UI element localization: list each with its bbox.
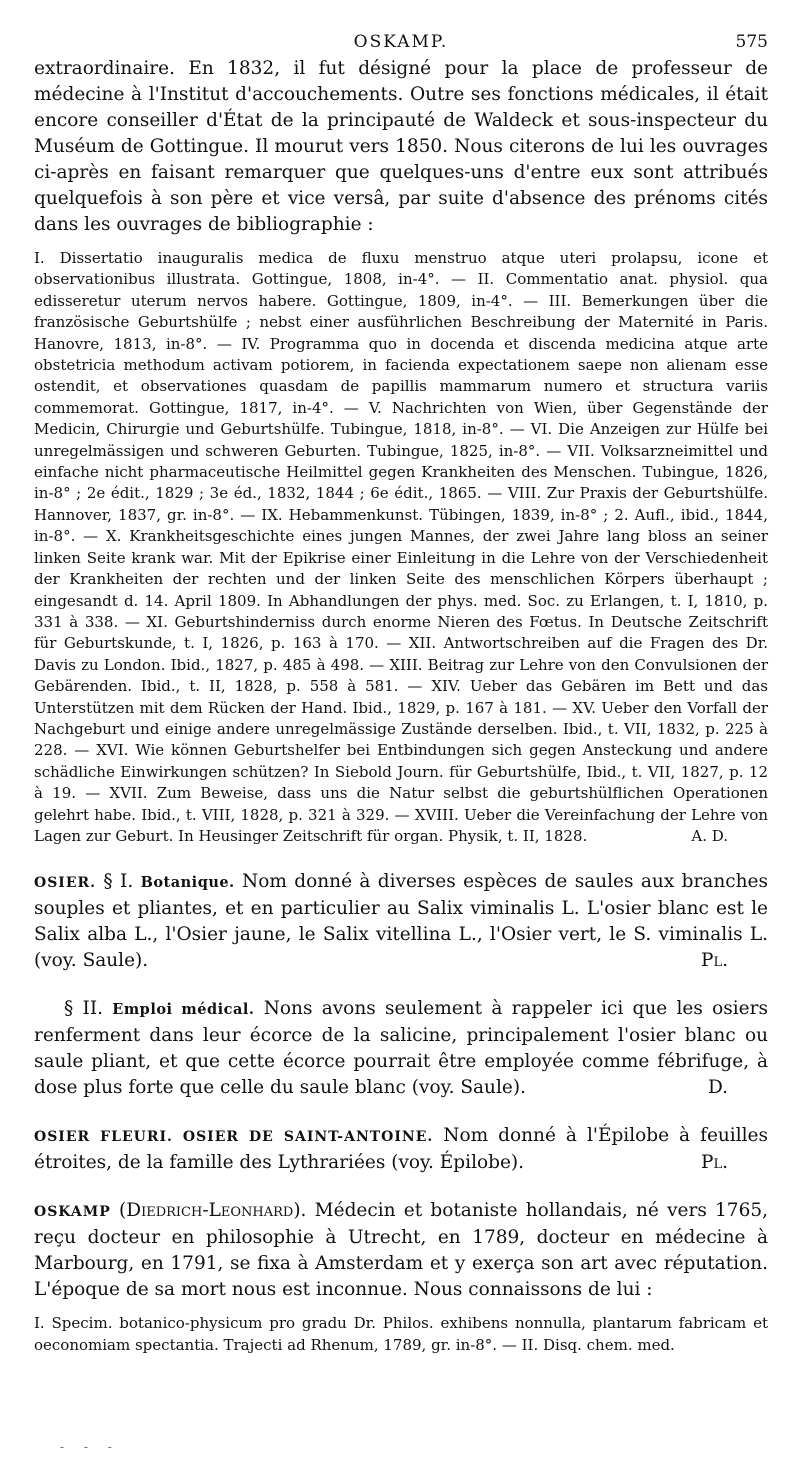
intro-paragraph: extraordinaire. En 1832, il fut désigné pour la place de professeur de médecine à l'Institut d'accouchements. Outre ses fonctions médicales, il était encore conseiller d'État de la principauté de Waldeck et sous-inspecteur du Muséum de Gottingue. Il mourut vers 1850. Nous citerons de lui les ouvrages ci-après en faisant remarquer que quelques-uns d'entre eux sont attribués quelquefois à son père et vice versâ, par suite d'absence des prénoms cités dans les ouvrages de bibliographie :	[34, 58, 768, 235]
running-header	[34, 28, 768, 56]
running-title: OSKAMP.	[353, 32, 449, 52]
signature-pl: Pl.	[701, 1152, 728, 1174]
entry-oskamp	[34, 1198, 768, 1303]
entry-keyword-osier-fleuri: OSIER FLEURI. OSIER DE SAINT-ANTOINE.	[34, 1129, 434, 1146]
dictionary-page	[34, 28, 768, 1356]
bibliography-text: I. Dissertatio inauguralis medica de fluxu menstruo atque uteri prolapsu, icone et observationibus illustrata. Gottingue, 1808, in-4°. — II. Commentatio anat. physiol. qua edisseretur uterum nervos habere. Gottingue, 1809, in-4°. — III. Bemerkungen über die französische Geburtshülfe ; nebst einer ausführlichen Beschreibung der Maternité in Paris. Hanovre, 1813, in-8°. — IV. Programma quo in docenda et discenda medicina atque arte obstetricia methodum activam potiorem, in facienda expectationem saepe non alienam esse ostendit, et observationes quasdam de papillis mammarum numero et structura variis commemorat. Gottingue, 1817, in-4°. — V. Nachrichten von Wien, über Gegenstände der Medicin, Chirurgie und Geburtshülfe. Tubingue, 1818, in-8°. — VI. Die Anzeigen zur Hülfe bei unregelmässigen und schweren Geburten. Tubingue, 1825, in-8°. — VII. Volksarzneimittel und einfache nicht pharmaceutische Heilmittel gegen Krankheiten des Menschen. Tubingue, 1826, in-8° ; 2e édit., 1829 ; 3e éd., 1832, 1844 ; 6e édit., 1865. — VIII. Zur Praxis der Geburtshülfe. Hannover, 1837, gr. in-8°. — IX. Hebammenkunst. Tübingen, 1839, in-8° ; 2. Aufl., ibid., 1844, in-8°. — X. Krankheitsgeschichte eines jungen Mannes, der zwei Jahre lang bloss an seiner linken Seite krank war. Mit der Epikrise einer Einleitung in die Lehre von der Verschiedenheit der Krankheiten der rechten und der linken Seite des menschlichen Körpers überhaupt ; eingesandt d. 14. April 1809. In Abhandlungen der phys. med. Soc. zu Erlangen, t. I, 1810, p. 331 à 338. — XI. Geburtshinderniss durch enorme Nieren des Fœtus. In Deutsche Zeitschrift für Geburtskunde, t. I, 1826, p. 163 à 170. — XII. Antwortschreiben auf die Fragen des Dr. Davis zu London. Ibid., 1827, p. 485 à 498. — XIII. Beitrag zur Lehre von den Convulsionen der Gebärenden. Ibid., t. II, 1828, p. 558 à 581. — XIV. Ueber das Gebären im Bett und das Unterstützen mit dem Rücken der Hand. Ibid., 1829, p. 167 à 181. — XV. Ueber den Vorfall der Nachgeburt und einige andere unregelmässige Zustände derselben. Ibid., t. VII, 1832, p. 225 à 228. — XVI. Wie können Geburtshelfer bei Entbindungen sich gegen Ansteckung und andere schädliche Einwirkungen schützen? In Siebold Journ. für Geburtshülfe, Ibid., t. VII, 1827, p. 12 à 19. — XVII. Zum Beweise, dass uns die Natur selbst die geburtshülflichen Operationen gelehrt habe. Ibid., t. VIII, 1828, p. 321 à 329. — XVIII. Ueber die Vereinfachung der Lehre von Lagen zur Geburt. In Heusinger Zeitschrift für organ. Physik, t. II, 1828.	[34, 249, 768, 845]
entry-keyword-osier: OSIER.	[34, 875, 97, 892]
oskamp-bibliography: I. Specim. botanico-physicum pro gradu Dr. Philos. exhibens nonnulla, plantarum fabricam et oeconomiam spectantia. Trajecti ad Rhenum, 1789, gr. in-8°. — II. Disq. chem. med.	[34, 1314, 768, 1354]
page-number: 575	[735, 32, 768, 52]
section-marker: § II.	[64, 998, 104, 1020]
bibliography-list	[34, 248, 768, 847]
section-title-emploi-medical: Emploi médical.	[112, 1001, 255, 1019]
section-marker: § I.	[103, 871, 134, 893]
entry-osier-emploi	[34, 996, 768, 1101]
entry-text-oskamp: Médecin et botaniste hollandais, né vers 1765, reçu docteur en philosophie à Utrecht, en 1789, docteur en médecine à Marbourg, en 1791, se fixa à Amsterdam et y exerça son art avec réputation. L'époque de sa mort nous est inconnue. Nous connaissons de lui :	[34, 1200, 768, 1301]
entry-keyword-oskamp: OSKAMP	[34, 1204, 111, 1221]
signature-pl: Pl.	[701, 950, 728, 972]
signature-d: D.	[707, 1077, 728, 1099]
footer-marks: - - -	[60, 1440, 120, 1454]
section-title-botanique: Botanique.	[140, 874, 235, 892]
entry-osier-botanique	[34, 869, 768, 974]
section-text-emploi-medical: Nons avons seulement à rappeler ici que les osiers renferment dans leur écorce de la salicine, principalement l'osier blanc ou saule pliant, et que cette écorce pourrait être employée comme fébrifuge, à dose plus forte que celle du saule blanc (voy. Saule).	[34, 998, 768, 1099]
section-text-botanique: Nom donné à diverses espèces de saules aux branches souples et pliantes, et en particulier au Salix viminalis L. L'osier blanc est le Salix alba L., l'Osier jaune, le Salix vitellina L., l'Osier vert, le S. viminalis L. (voy. Saule).	[34, 871, 768, 972]
entry-name-oskamp: (Diedrich-Leonhard).	[119, 1200, 307, 1222]
entry-osier-fleuri	[34, 1123, 768, 1176]
bibliography-signature: A. D.	[691, 826, 728, 845]
entry-text-osier-fleuri: Nom donné à l'Épilobe à feuilles étroites, de la famille des Lythrariées (voy. Épilobe).	[34, 1125, 768, 1174]
